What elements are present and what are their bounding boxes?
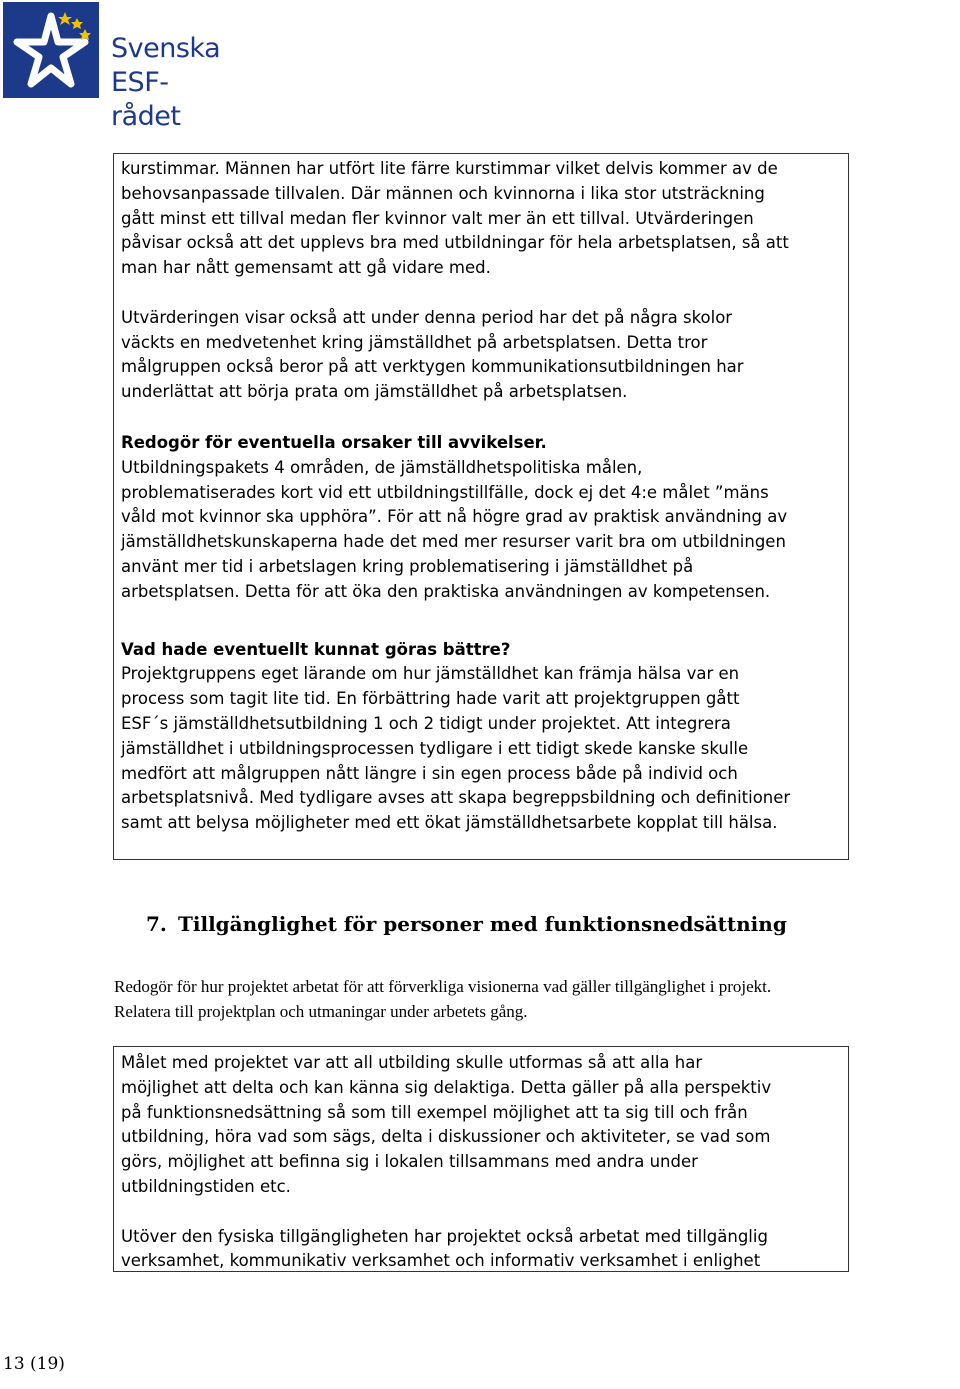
star-icon (3, 2, 99, 98)
section-intro: Redogör för hur projektet arbetat för att förverkliga visionerna vad gäller tillgänglighet i projekt. Relatera till projektplan och utmaningar under arbetets gång. (114, 977, 772, 1021)
section-number: 7. (146, 912, 167, 936)
text-box-results (113, 153, 849, 860)
heading-deviations: Redogör för eventuella orsaker till avvikelser. (121, 432, 547, 452)
logo-line-2: ESF-rådet (111, 67, 181, 132)
text-box-accessibility (113, 1046, 849, 1272)
logo-emblem (3, 2, 99, 98)
heading-improvements: Vad hade eventuellt kunnat göras bättre? (121, 639, 511, 659)
esf-logo (3, 2, 237, 132)
paragraph-deviations: Utbildningspakets 4 områden, de jämställdhetspolitiska målen, problematiserades kort vid ett utbildningstillfälle, dock ej det 4:e målet ”mäns våld mot kvinnor ska upphöra”. För att nå högre grad av praktisk användning av jämställdhetskunskaperna hade det med mer resurser varit bra om utbildningen använt mer tid i arbetslagen kring problematisering i jämställdhet på arbetsplatsen. Detta för att öka den praktiska användningen av kompetensen. (121, 457, 788, 601)
paragraph-goal: Målet med projektet var att all utbilding skulle utformas så att alla har möjlighet att delta och kan känna sig delaktiga. Detta gäller på alla perspektiv på funktionsnedsättning så som till exempel möjlighet att ta sig till och från utbildning, höra vad som sägs, delta i diskussioner och aktiviteter, se vad som görs, möjlighet att befinna sig i lokalen tillsammans med andra under utbildningstiden etc. (121, 1053, 772, 1196)
paragraph-improvements: Projektgruppens eget lärande om hur jämställdhet kan främja hälsa var en process som tagit lite tid. En förbättring hade varit att projektgruppen gått ESF´s jämställdhetsutbildning 1 och 2 tidigt under projektet. Att integrera jämställdhet i utbildningsprocessen tydligare i ett tidigt skede kanske skulle medfört att målgruppen nått längre i sin egen process både på individ och arbetsplatsnivå. Med tydligare avses att skapa begreppsbildning och definitioner samt att belysa möjligheter med ett ökat jämställdhetsarbete kopplat till hälsa. (121, 664, 791, 833)
section-title: Tillgänglighet för personer med funktionsnedsättning (178, 912, 787, 936)
logo-wordmark (111, 32, 237, 134)
paragraph-results: kurstimmar. Männen har utfört lite färre kurstimmar vilket delvis kommer av de behovsanpassade tillvalen. Där männen och kvinnorna i lika stor utsträckning gått minst ett tillval medan fler kvinnor valt mer än ett tillval. Utvärderingen påvisar också att det upplevs bra med utbildningar för hela arbetsplatsen, så att man har nått gemensamt att gå vidare med. (121, 159, 789, 278)
page-number: 13 (19) (3, 1354, 65, 1374)
paragraph-physical-accessibility: Utöver den fysiska tillgängligheten har projektet också arbetat med tillgänglig verksamhet, kommunikativ verksamhet och informativ verksamhet i enlighet (121, 1226, 768, 1271)
section-heading (146, 912, 787, 936)
logo-line-1: Svenska (111, 33, 221, 64)
paragraph-awareness: Utvärderingen visar också att under denna period har det på några skolor väckts en medvetenhet kring jämställdhet på arbetsplatsen. Detta tror målgruppen också beror på att verktygen kommunikationsutbildningen har underlättat att börja prata om jämställdhet på arbetsplatsen. (121, 307, 744, 402)
